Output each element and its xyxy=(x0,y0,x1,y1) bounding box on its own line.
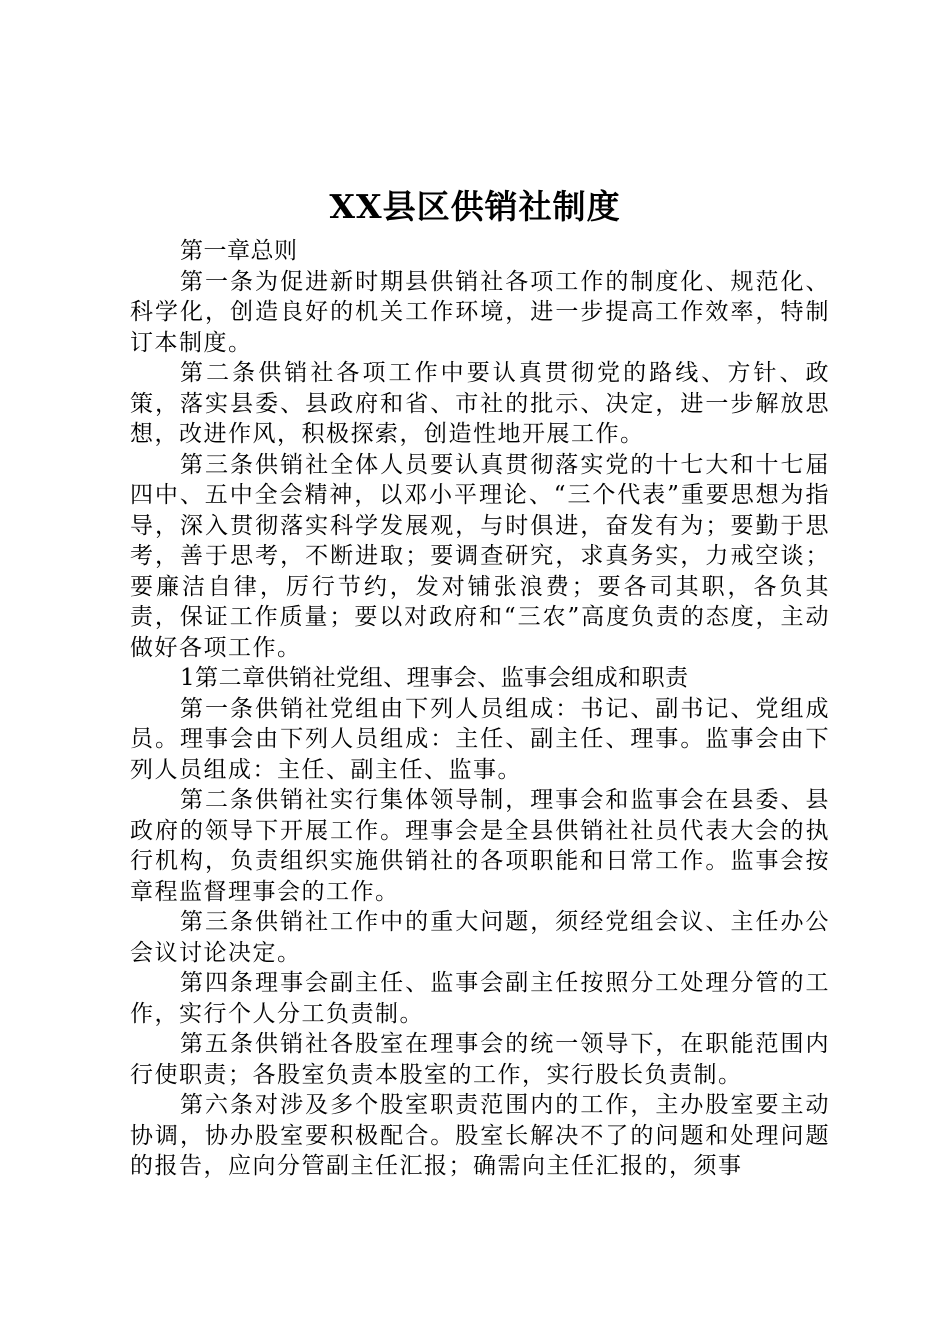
document-title: XX县区供销社制度 xyxy=(329,187,621,226)
document-body xyxy=(130,236,830,1182)
article-paragraph: 第一条供销社党组由下列人员组成：书记、副书记、党组成员。理事会由下列人员组成：主任、副主任、理事。监事会由下列人员组成：主任、副主任、监事。 xyxy=(130,695,830,783)
article-paragraph: 第六条对涉及多个股室职责范围内的工作，主办股室要主动协调，协办股室要积极配合。股室长解决不了的问题和处理问题的报告，应向分管副主任汇报；确需向主任汇报的，须事 xyxy=(130,1092,830,1179)
chapter-heading: 1第二章供销社党组、理事会、监事会组成和职责 xyxy=(180,665,689,691)
article-paragraph: 第三条供销社全体人员要认真贯彻落实党的十七大和十七届四中、五中全会精神，以邓小平理论、“三个代表”重要思想为指导，深入贯彻落实科学发展观，与时俱进，奋发有为；要勤于思考，善于思考，不断进取；要调查研究，求真务实，力戒空谈；要廉洁自律，厉行节约，发对铺张浪费；要各司其职，各负其责，保证工作质量；要以对政府和“三农”高度负责的态度，主动做好各项工作。 xyxy=(130,451,830,661)
article-paragraph: 第二条供销社实行集体领导制，理事会和监事会在县委、县政府的领导下开展工作。理事会是全县供销社社员代表大会的执行机构，负责组织实施供销社的各项职能和日常工作。监事会按章程监督理事会的工作。 xyxy=(130,787,830,905)
article-paragraph: 第四条理事会副主任、监事会副主任按照分工处理分管的工作，实行个人分工负责制。 xyxy=(130,970,830,1027)
article-paragraph: 第五条供销社各股室在理事会的统一领导下，在职能范围内行使职责；各股室负责本股室的工作，实行股长负责制。 xyxy=(130,1031,830,1088)
article-paragraph: 第一条为促进新时期县供销社各项工作的制度化、规范化、科学化，创造良好的机关工作环境，进一步提高工作效率，特制订本制度。 xyxy=(130,268,830,356)
article-paragraph: 第三条供销社工作中的重大问题，须经党组会议、主任办公会议讨论决定。 xyxy=(130,909,830,966)
chapter-heading: 第一章总则 xyxy=(180,238,298,264)
article-paragraph: 第二条供销社各项工作中要认真贯彻党的路线、方针、政策，落实县委、县政府和省、市社的批示、决定，进一步解放思想，改进作风，积极探索，创造性地开展工作。 xyxy=(130,360,830,447)
